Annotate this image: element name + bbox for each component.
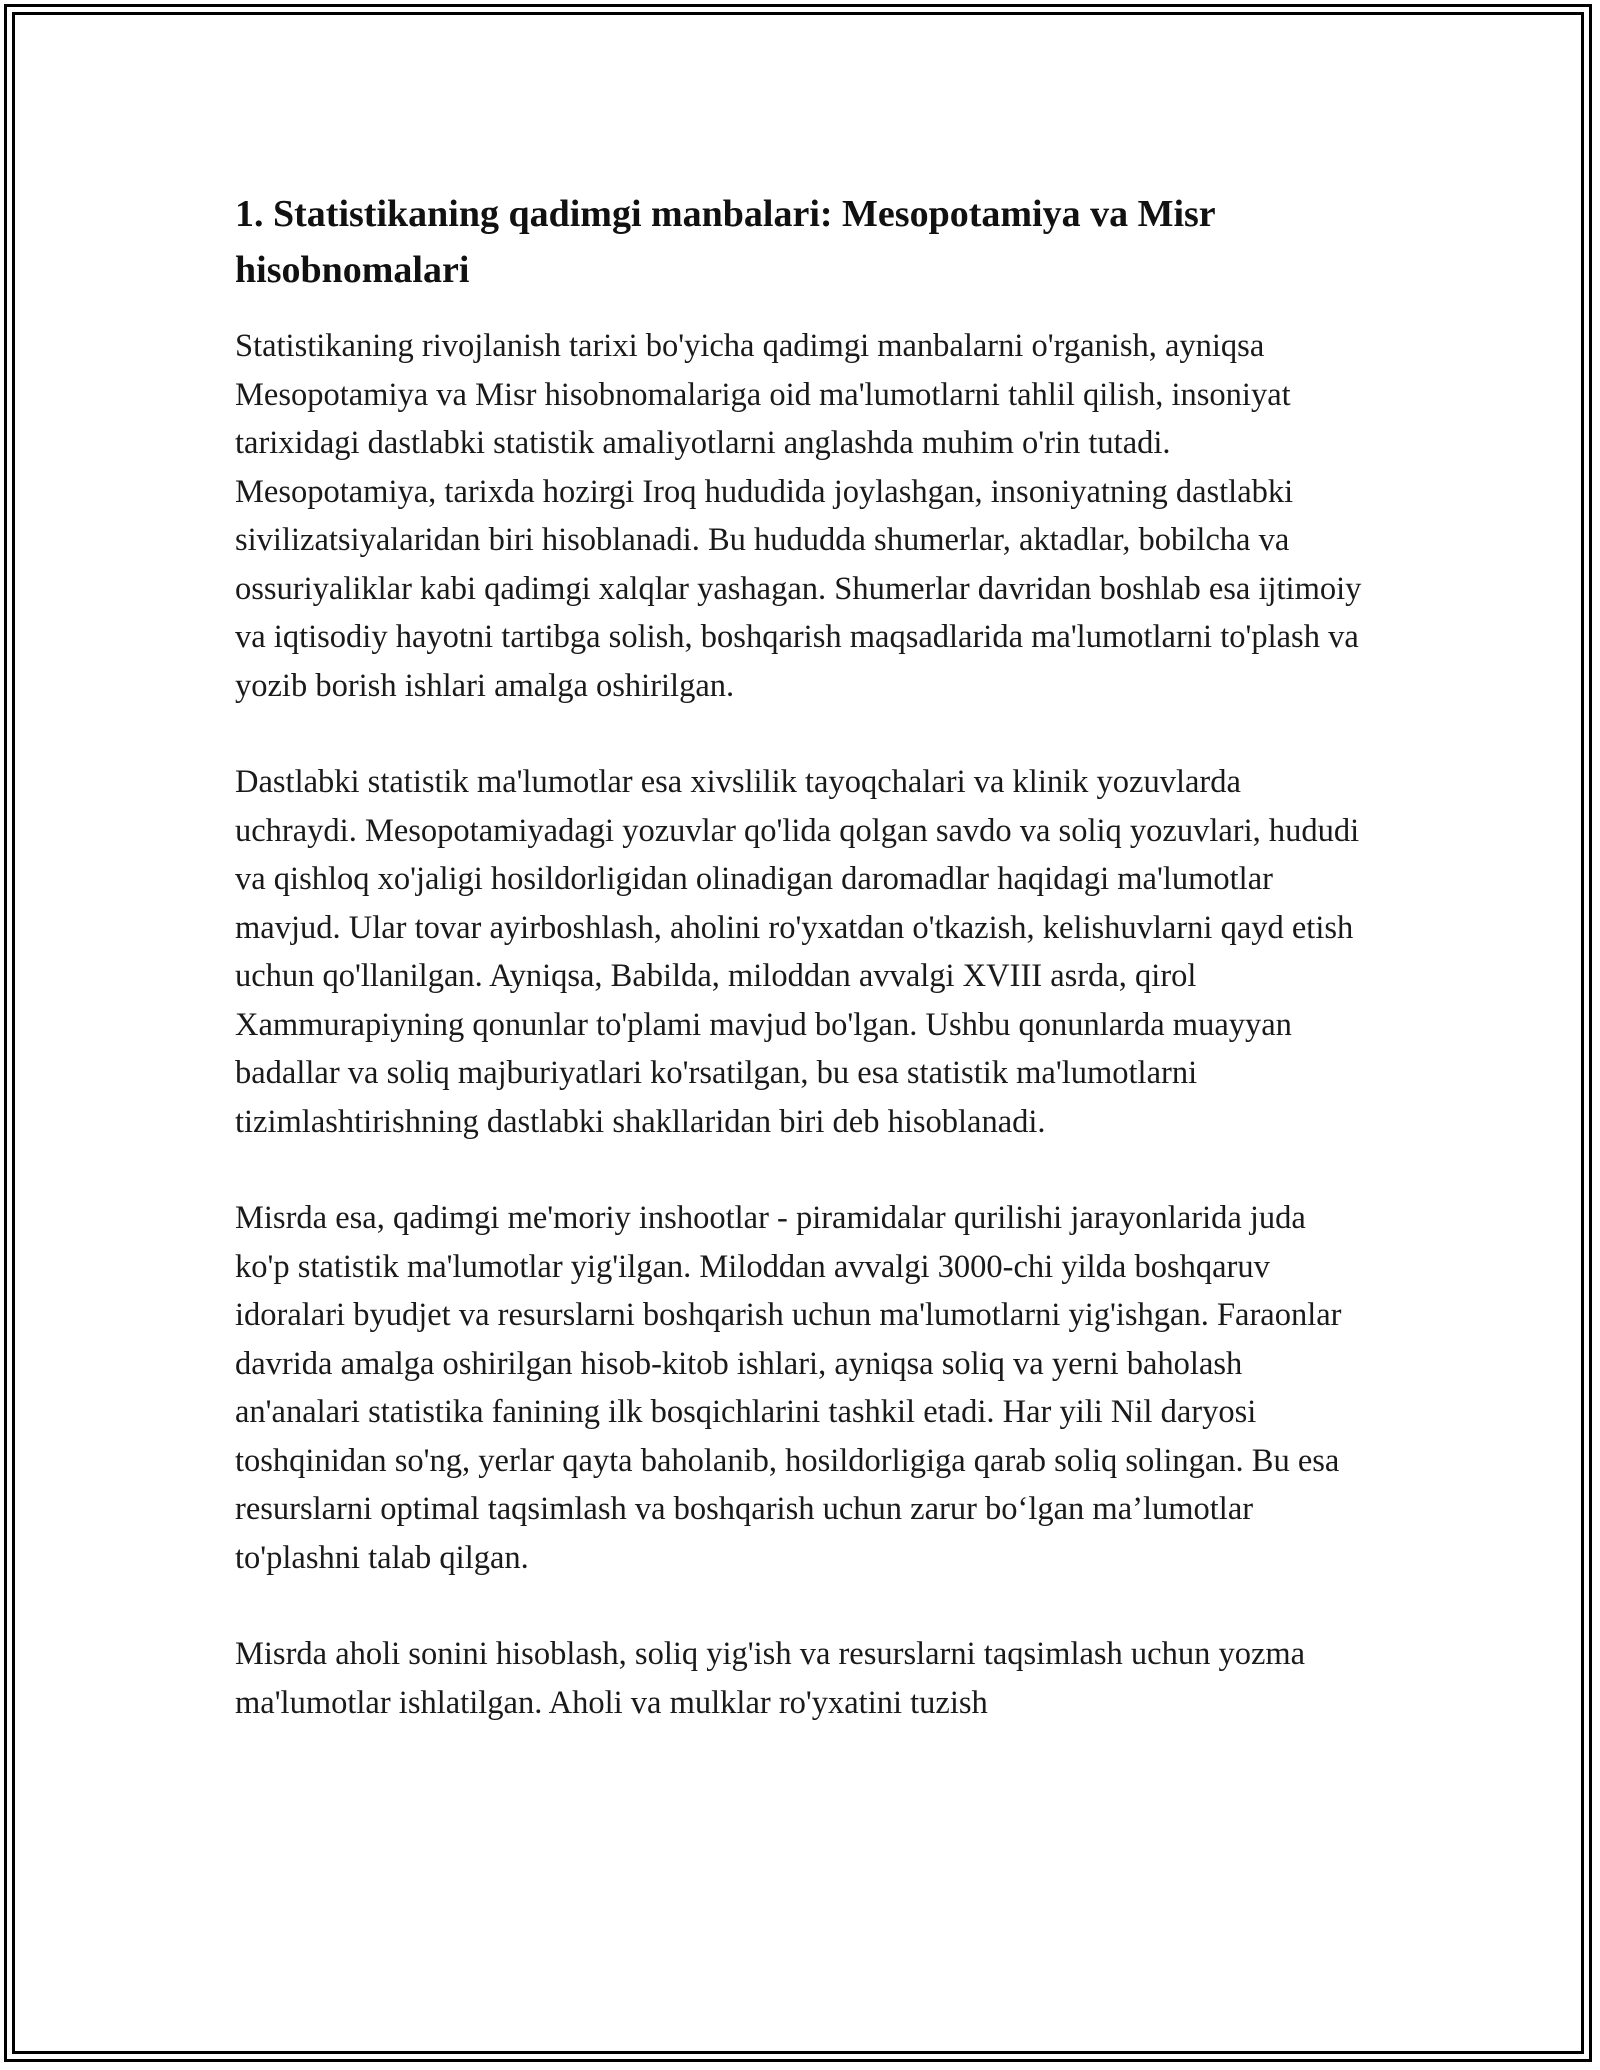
section-title: 1. Statistikaning qadimgi manbalari: Mesopotamiya va Misr hisobnomalari xyxy=(235,193,1215,291)
paragraph-1: Statistikaning rivojlanish tarixi bo'yicha qadimgi manbalarni o'rganish, ayniqsa Mesopotamiya va Misr hisobnomalariga oid ma'lumotlarni tahlil qilish, insoniyat tarixidagi dastlabki statistik amaliyotlarni anglashda muhim o'rin tutadi. Mesopotamiya, tarixda hozirgi Iroq hududida joylashgan, insoniyatning dastlabki sivilizatsiyalaridan biri hisoblanadi. Bu hududda shumerlar, aktadlar, bobilcha va ossuriyaliklar kabi qadimgi xalqlar yashagan. Shumerlar davridan boshlab esa ijtimoiy va iqtisodiy hayotni tartibga solish, boshqarish maqsadlarida ma'lumotlarni to'plash va yozib borish ishlari amalga oshirilgan. xyxy=(235,328,1362,704)
paragraph-4: Misrda aholi sonini hisoblash, soliq yig'ish va resurslarni taqsimlash uchun yozma ma'lumotlar ishlatilgan. Aholi va mulklar ro'yxatini tuzish xyxy=(235,1636,1306,1721)
paragraph-2: Dastlabki statistik ma'lumotlar esa xivslilik tayoqchalari va klinik yozuvlarda uchraydi. Mesopotamiyadagi yozuvlar qo'lida qolgan savdo va soliq yozuvlari, hududi va qishloq xo'jaligi hosildorligidan olinadigan daromadlar haqidagi ma'lumotlar mavjud. Ular tovar ayirboshlash, aholini ro'yxatdan o'tkazish, kelishuvlarni qayd etish uchun qo'llanilgan. Ayniqsa, Babilda, miloddan avvalgi XVIII asrda, qirol Xammurapiyning qonunlar to'plami mavjud bo'lgan. Ushbu qonunlarda muayyan badallar va soliq majburiyatlari ko'rsatilgan, bu esa statistik ma'lumotlarni tizimlashtirishning dastlabki shakllaridan biri deb hisoblanadi. xyxy=(235,764,1360,1140)
paragraph-3: Misrda esa, qadimgi me'moriy inshootlar - piramidalar qurilishi jarayonlarida juda ko'p statistik ma'lumotlar yig'ilgan. Miloddan avvalgi 3000-chi yilda boshqaruv idoralari byudjet va resurslarni boshqarish uchun ma'lumotlarni yig'ishgan. Faraonlar davrida amalga oshirilgan hisob-kitob ishlari, ayniqsa soliq va yerni baholash an'analari statistika fanining ilk bosqichlarini tashkil etadi. Har yili Nil daryosi toshqinidan so'ng, yerlar qayta baholanib, hosildorligiga qarab soliq solingan. Bu esa resurslarni optimal taqsimlash va boshqarish uchun zarur bo‘lgan ma’lumotlar to'plashni talab qilgan. xyxy=(235,1200,1342,1576)
document-body xyxy=(235,186,1365,1775)
